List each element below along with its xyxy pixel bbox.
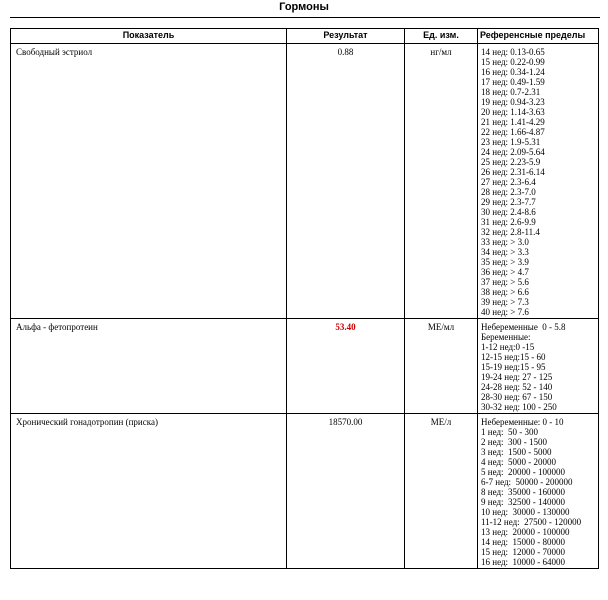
result-value: 18570.00: [287, 414, 405, 569]
reference-range-line: 15 нед: 0.22-0.99: [481, 57, 545, 67]
reference-range-line: 21 нед: 1.41-4.29: [481, 117, 545, 127]
reference-range-line: 6-7 нед: 50000 - 200000: [481, 477, 573, 487]
reference-range-line: 34 нед: > 3.3: [481, 247, 529, 257]
reference-range-line: 8 нед: 35000 - 160000: [481, 487, 566, 497]
reference-range-line: 1-12 нед:0 -15: [481, 342, 535, 352]
reference-range-line: 24-28 нед: 52 - 140: [481, 382, 553, 392]
reference-range-line: 10 нед: 30000 - 130000: [481, 507, 570, 517]
reference-range-line: 19 нед: 0.94-3.23: [481, 97, 545, 107]
report-section-title: Гормоны: [279, 1, 329, 13]
result-value-flagged: 53.40: [287, 319, 405, 414]
header-indicator: Показатель: [11, 29, 287, 44]
reference-range-line: 12-15 нед:15 - 60: [481, 352, 546, 362]
reference-range-line: Небеременные 0 - 5.8: [481, 322, 566, 332]
reference-range-line: 32 нед: 2.8-11.4: [481, 227, 540, 237]
reference-range-line: 28 нед: 2.3-7.0: [481, 187, 536, 197]
reference-range-line: 17 нед: 0.49-1.59: [481, 77, 545, 87]
reference-ranges: [478, 44, 599, 319]
title-divider: [10, 17, 600, 18]
reference-range-line: 14 нед: 15000 - 80000: [481, 537, 566, 547]
reference-ranges: [478, 414, 599, 569]
reference-range-line: 36 нед: > 4.7: [481, 267, 529, 277]
table-row: [11, 319, 599, 414]
reference-range-line: 15 нед: 12000 - 70000: [481, 547, 566, 557]
unit-value: МЕ/мл: [405, 319, 478, 414]
header-unit: Ед. изм.: [405, 29, 478, 44]
indicator-name: Свободный эстриол: [11, 44, 287, 319]
reference-range-line: 39 нед: > 7.3: [481, 297, 529, 307]
reference-range-line: 37 нед: > 5.6: [481, 277, 529, 287]
table-header-row: [11, 29, 599, 44]
reference-range-line: 35 нед: > 3.9: [481, 257, 529, 267]
reference-range-line: 15-19 нед:15 - 95: [481, 362, 546, 372]
reference-range-line: 33 нед: > 3.0: [481, 237, 529, 247]
reference-range-line: 19-24 нед: 27 - 125: [481, 372, 553, 382]
reference-range-line: 31 нед: 2.6-9.9: [481, 217, 536, 227]
reference-range-line: 30-32 нед: 100 - 250: [481, 402, 557, 412]
reference-range-line: 11-12 нед: 27500 - 120000: [481, 517, 582, 527]
header-result: Результат: [287, 29, 405, 44]
reference-range-line: 16 нед: 10000 - 64000: [481, 557, 566, 567]
reference-range-line: 28-30 нед: 67 - 150: [481, 392, 553, 402]
unit-value: МЕ/л: [405, 414, 478, 569]
reference-range-line: 29 нед: 2.3-7.7: [481, 197, 536, 207]
reference-range-line: 18 нед: 0.7-2.31: [481, 87, 541, 97]
reference-range-line: 30 нед: 2.4-8.6: [481, 207, 536, 217]
reference-ranges: [478, 319, 599, 414]
reference-range-line: 1 нед: 50 - 300: [481, 427, 539, 437]
result-value: 0.88: [287, 44, 405, 319]
reference-range-line: 2 нед: 300 - 1500: [481, 437, 548, 447]
reference-range-line: 9 нед: 32500 - 140000: [481, 497, 566, 507]
unit-value: нг/мл: [405, 44, 478, 319]
reference-range-line: 20 нед: 1.14-3.63: [481, 107, 545, 117]
reference-range-line: 40 нед: > 7.6: [481, 307, 529, 317]
reference-range-line: 4 нед: 5000 - 20000: [481, 457, 557, 467]
reference-range-line: 3 нед: 1500 - 5000: [481, 447, 552, 457]
table-row: [11, 44, 599, 319]
reference-range-line: 38 нед: > 6.6: [481, 287, 529, 297]
reference-range-line: 14 нед: 0.13-0.65: [481, 47, 545, 57]
reference-range-line: 22 нед: 1.66-4.87: [481, 127, 545, 137]
reference-range-line: 25 нед: 2.23-5.9: [481, 157, 541, 167]
table-row: [11, 414, 599, 569]
reference-range-line: 26 нед: 2.31-6.14: [481, 167, 545, 177]
reference-range-line: Беременные:: [481, 332, 531, 342]
header-reference: Референсные пределы: [478, 29, 599, 44]
indicator-name: Хронический гонадотропин (приска): [11, 414, 287, 569]
reference-range-line: 5 нед: 20000 - 100000: [481, 467, 566, 477]
reference-range-line: 16 нед: 0.34-1.24: [481, 67, 545, 77]
reference-range-line: 27 нед: 2.3-6.4: [481, 177, 536, 187]
reference-range-line: 24 нед: 2.09-5.64: [481, 147, 545, 157]
indicator-name: Альфа - фетопротеин: [11, 319, 287, 414]
reference-range-line: Небеременные: 0 - 10: [481, 417, 564, 427]
reference-range-line: 13 нед: 20000 - 100000: [481, 527, 570, 537]
reference-range-line: 23 нед: 1.9-5.31: [481, 137, 541, 147]
results-table: [10, 28, 599, 569]
